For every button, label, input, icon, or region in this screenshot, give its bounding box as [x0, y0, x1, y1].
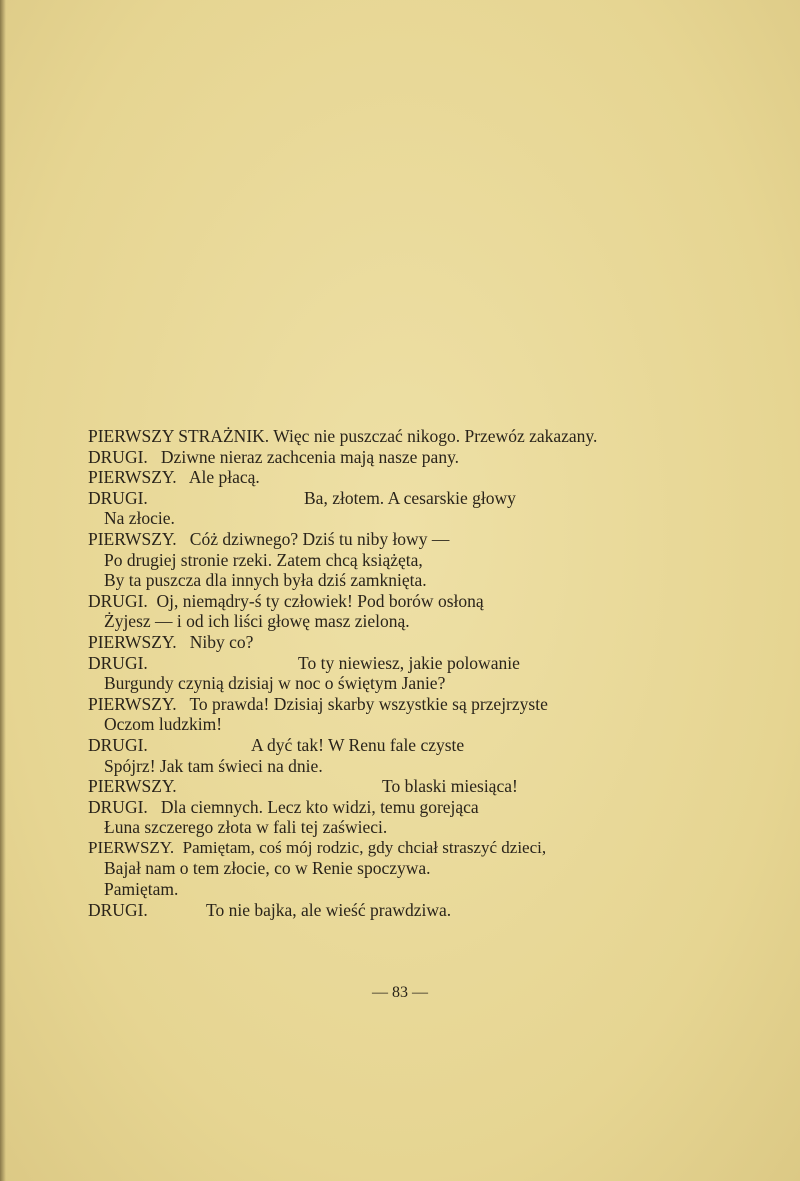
speaker: PIERWSZY. [88, 528, 177, 549]
speaker: DRUGI. [88, 652, 148, 673]
speaker: PIERWSZY. [88, 837, 175, 857]
speech: To prawda! Dzisiaj skarby wszystkie są przejrzyste [189, 693, 548, 714]
dialogue-line [88, 570, 633, 591]
page-edge [0, 0, 6, 1181]
dialogue-line [88, 694, 633, 715]
dialogue-line [88, 508, 633, 529]
speech: Ale płacą. [188, 467, 260, 488]
speech: To nie bajka, ale wieść prawdziwa. [206, 899, 452, 920]
dialogue-line [88, 591, 633, 612]
dialogue-line [88, 817, 633, 838]
dialogue-line [88, 756, 633, 777]
speech: Ba, złotem. A cesarskie głowy [304, 487, 516, 508]
dialogue-line [88, 673, 633, 694]
speaker: PIERWSZY STRAŻNIK. [88, 426, 270, 446]
speaker: DRUGI. [88, 487, 148, 508]
speech: Pamiętam. [104, 879, 179, 900]
speech: Niby co? [189, 631, 254, 652]
speaker: DRUGI. [88, 590, 148, 611]
dialogue-line [88, 838, 633, 859]
speaker: PIERWSZY. [88, 776, 177, 797]
dialogue-line [88, 426, 633, 447]
dialogue-line [88, 879, 633, 900]
dialogue-line [88, 447, 633, 468]
speech: Żyjesz — i od ich liści głowę masz zieloną. [104, 611, 410, 632]
dialogue-line [88, 858, 633, 879]
speaker: DRUGI. [88, 446, 148, 467]
speaker: PIERWSZY. [88, 693, 177, 714]
speaker: PIERWSZY. [88, 467, 177, 488]
speech: Oczom ludzkim! [104, 714, 223, 735]
speech: A dyć tak! W Renu fale czyste [251, 734, 465, 755]
speech: To blaski miesiąca! [382, 776, 518, 797]
speaker: DRUGI. [88, 796, 148, 817]
speech: Łuna szczerego złota w fali tej zaświeci. [104, 817, 388, 838]
dialogue-line [88, 900, 633, 921]
speech: Bajał nam o tem złocie, co w Renie spoczywa. [104, 858, 431, 879]
speech: Po drugiej stronie rzeki. Zatem chcą książęta, [104, 549, 423, 570]
dialogue-line [88, 714, 633, 735]
dialogue-line [88, 611, 633, 632]
speech: Cóż dziwnego? Dziś tu niby łowy — [189, 528, 450, 549]
speech: Na złocie. [104, 508, 175, 529]
speaker: DRUGI. [88, 734, 148, 755]
speech: Pamiętam, coś mój rodzic, gdy chciał straszyć dzieci, [182, 837, 547, 857]
dialogue-line [88, 632, 633, 653]
dialogue-line [88, 550, 633, 571]
dialogue-line [88, 797, 633, 818]
speech: Więc nie puszczać nikogo. Przewóz zakazany. [273, 426, 598, 446]
speech: Spójrz! Jak tam świeci na dnie. [104, 755, 323, 776]
dialogue-line [88, 653, 633, 674]
speech: To ty niewiesz, jakie polowanie [298, 652, 520, 673]
speech: By ta puszcza dla innych była dziś zamknięta. [104, 570, 427, 591]
dialogue-line [88, 529, 633, 550]
dialogue-line [88, 776, 633, 797]
speech: Burgundy czynią dzisiaj w noc o świętym Janie? [104, 673, 446, 694]
speaker: PIERWSZY. [88, 631, 177, 652]
dialogue-line [88, 467, 633, 488]
dialogue-text [88, 426, 633, 920]
dialogue-line [88, 488, 633, 509]
speech: Dla ciemnych. Lecz kto widzi, temu gorejąca [160, 796, 479, 817]
speaker: DRUGI. [88, 899, 148, 920]
dialogue-line [88, 735, 633, 756]
speech: Oj, niemądry-ś ty człowiek! Pod borów osłoną [156, 590, 484, 611]
speech: Dziwne nieraz zachcenia mają nasze pany. [160, 446, 460, 467]
page-number: — 83 — [372, 984, 428, 1001]
